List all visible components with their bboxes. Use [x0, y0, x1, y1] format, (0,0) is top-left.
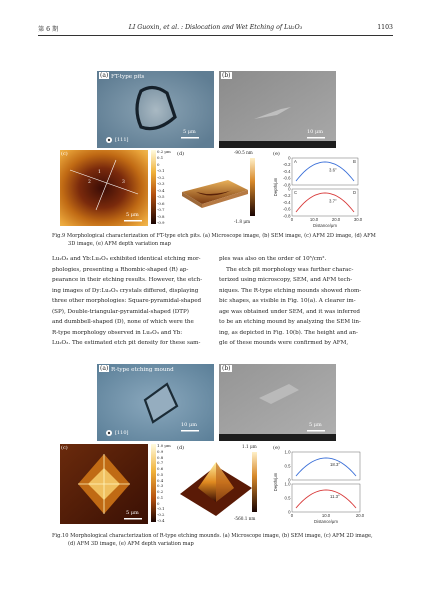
- fig10-caption-line-1: Fig.10 Morphological characterization of R-type etching mounds. (a) Microscope image, (b) SEM image, (c) AFM 2D image,: [52, 533, 373, 539]
- profile-line: [296, 162, 354, 181]
- fig10-a-title: R-type etching mound: [111, 367, 174, 373]
- y-tick-label: 0: [288, 186, 291, 192]
- colorbar-tick: -0.4: [157, 187, 165, 193]
- x-tick-label: 30.0: [353, 217, 362, 222]
- fig10-e-graphic: [272, 444, 364, 526]
- fig10-caption: [52, 533, 392, 548]
- fig9-c-mark-3: 3: [122, 180, 125, 185]
- body-left-line: Lu₂O₃ and Yb:Lu₂O₃ exhibited identical etching mor-: [52, 256, 201, 262]
- colorbar-tick: 0.1: [157, 155, 164, 161]
- body-left-line: (SP), Double-triangular-pyramidal-shaped (DTP): [52, 308, 189, 315]
- fig9-a-orientation: [111]: [115, 137, 129, 143]
- fig10-a-scale: 10 μm: [181, 422, 197, 428]
- y-tick-label: -0.6: [283, 175, 291, 181]
- body-right-line: age was obtained under SEM, and it was inferred: [219, 308, 361, 315]
- fig9-caption-line-1: Fig.9 Morphological characterization of FT-type etch pits. (a) Microscope image, (b) SEM image, (c) AFM 2D image, (d) AFM: [52, 233, 376, 239]
- fig9-b-label: (b): [222, 72, 231, 79]
- colorbar-tick: -0.3: [157, 181, 165, 187]
- fig10-c-scale: 5 μm: [126, 510, 139, 516]
- fig9-b-scale: 10 μm: [307, 129, 323, 135]
- fig9-c-mark-1: 1: [98, 170, 101, 175]
- colorbar-tick: -0.4: [157, 518, 165, 523]
- fig9-e-graphic: [272, 150, 362, 230]
- fig9-d-bottom: -1.8 μm: [234, 219, 251, 224]
- fig9-b-sem-graphic: [219, 71, 336, 148]
- fig9-e-depth-chart: [272, 150, 362, 230]
- fig10-b-label: (b): [222, 365, 231, 372]
- x-tick-label: 0: [290, 513, 294, 518]
- body-text-left: [52, 254, 212, 349]
- y-tick-label: 1.0: [284, 481, 291, 487]
- body-right-line: terized using microscopy, SEM, and AFM tech-: [219, 277, 353, 283]
- colorbar-tick: -0.9: [157, 220, 165, 225]
- body-right-line: to be an etching mound by analyzing the SEM lin-: [219, 319, 361, 325]
- point-label: B: [353, 159, 356, 164]
- fig10-d-label: (d): [177, 445, 185, 451]
- y-tick-label: -0.4: [283, 168, 291, 174]
- body-left-line: three other morphologies: Square-pyramidal-shaped: [52, 298, 202, 304]
- y-tick-label: 0: [288, 509, 291, 515]
- body-left-line: and dumbbell-shaped (D), none of which were the: [52, 319, 194, 325]
- fig9-c-afm-2d: [60, 150, 172, 226]
- fig10-c-graphic: [60, 444, 172, 524]
- x-axis-label: Distance/μm: [314, 519, 338, 524]
- fig10-a-orientation: [110]: [115, 430, 129, 436]
- y-tick-label: -0.2: [283, 162, 291, 168]
- colorbar-tick: 0.7: [157, 460, 164, 466]
- fig10-b-sem-image: [219, 364, 336, 441]
- fig10-e-depth-chart: [272, 444, 364, 526]
- header-rule: [38, 35, 393, 36]
- fig9-caption: [52, 233, 392, 248]
- fig9-a-title: FT-type pits: [111, 74, 145, 80]
- x-axis-label: Distance/μm: [313, 223, 337, 228]
- fig9-d-graphic: [176, 150, 268, 226]
- y-tick-label: -0.8: [283, 213, 291, 219]
- colorbar-tick: -0.8: [157, 213, 165, 219]
- colorbar-tick: 0.3: [157, 483, 164, 489]
- body-left-line: ing images of Dy:Lu₂O₃ crystals differed, displaying: [52, 287, 199, 294]
- body-right-line: ples was also on the order of 10⁵/cm².: [219, 256, 327, 262]
- colorbar-tick: 0.9: [157, 448, 164, 454]
- fig9-d-top: -90.5 nm: [234, 150, 253, 155]
- colorbar-tick: 0: [157, 500, 160, 506]
- fig9-e-label: (e): [273, 151, 280, 157]
- colorbar-tick: 0.5: [157, 471, 164, 477]
- fig10-c-afm-2d: [60, 444, 172, 524]
- fig9-c-colorbar-labels: [157, 150, 172, 226]
- fig9-c-graphic: [60, 150, 172, 226]
- colorbar-tick: 0.2: [157, 489, 164, 495]
- fig10-d-bottom: -560.1 nm: [234, 516, 256, 521]
- colorbar-tick: 0.1: [157, 494, 164, 500]
- fig10-b-graphic: [219, 364, 336, 441]
- colorbar-tick: 0.2 μm: [157, 150, 171, 154]
- body-left-line: Lu₂O₃. The estimated etch pit density for these sam-: [52, 340, 201, 346]
- profile-line: [296, 458, 356, 476]
- colorbar-tick: -0.1: [157, 506, 165, 512]
- body-left-line: phologies, presenting a Rhombic-shaped (R) ap-: [52, 266, 189, 273]
- y-tick-label: 0.5: [284, 463, 291, 469]
- body-left-line: R-type morphology observed in Lu₂O₃ and Yb:: [52, 329, 183, 336]
- fig10-e-label: (e): [273, 445, 280, 451]
- fig10-b-scale: 5 μm: [309, 422, 322, 428]
- page-number: 1103: [377, 24, 393, 31]
- point-label: A: [294, 159, 297, 164]
- y-tick-label: -0.8: [283, 182, 291, 188]
- angle-annotation: 18.3°: [330, 462, 341, 467]
- fig9-caption-line-2: 3D image, (e) AFM depth variation map: [68, 240, 171, 247]
- fig10-c-label: (c): [61, 445, 68, 451]
- fig10-d-graphic: [176, 444, 268, 524]
- x-tick-label: 20.0: [331, 217, 341, 222]
- y-tick-label: -0.6: [283, 206, 291, 212]
- fig10-d-afm-3d: [176, 444, 268, 524]
- x-tick-label: 20.0: [355, 513, 364, 518]
- fig9-a-label: (a): [100, 72, 109, 79]
- profile-line: [296, 193, 354, 212]
- profile-line: [296, 490, 356, 508]
- colorbar-tick: 1.0 μm: [157, 444, 171, 448]
- angle-annotation: 3.7°: [329, 198, 337, 204]
- issue-number: 第 6 期: [38, 26, 59, 33]
- body-right-line: bic shapes, as visible in Fig. 10(a). A clearer im-: [219, 298, 356, 304]
- y-tick-label: 0: [288, 477, 291, 483]
- point-label: D: [353, 190, 357, 195]
- body-right-line: niques. The R-type etching mounds showed rhom-: [219, 287, 362, 294]
- y-axis-label: Depth/μm: [273, 472, 278, 492]
- fig10-a-microscope-image: [97, 364, 214, 441]
- plot-frame: [292, 452, 360, 480]
- colorbar-tick: 0: [157, 161, 160, 167]
- body-right-line: gle of these mounds were confirmed by AFM,: [219, 340, 349, 346]
- x-tick-label: 10.0: [309, 217, 319, 222]
- body-text-right: [219, 254, 379, 349]
- body-right-line: ing, as depicted in Fig. 10(b). The height and an-: [219, 329, 358, 336]
- fig10-a-label: (a): [100, 365, 109, 372]
- fig10-caption-line-2: (d) AFM 3D image, (e) AFM depth variation map: [68, 540, 194, 547]
- colorbar-tick: 0.8: [157, 454, 164, 460]
- y-tick-label: -0.4: [283, 199, 291, 205]
- x-tick-label: 10.0: [321, 513, 331, 518]
- colorbar-tick: 0.4: [157, 477, 164, 483]
- colorbar-tick: -0.5: [157, 194, 165, 200]
- fig9-c-mark-2: 2: [88, 180, 91, 185]
- angle-annotation: 11.3°: [330, 494, 340, 499]
- colorbar-tick: -0.2: [157, 174, 165, 180]
- fig9-a-scale: 5 μm: [183, 129, 196, 135]
- plot-frame: [292, 484, 360, 512]
- y-tick-label: 0: [288, 155, 291, 161]
- colorbar-tick: -0.6: [157, 200, 165, 206]
- fig10-d-top: 1.1 μm: [242, 444, 257, 449]
- y-tick-label: -0.2: [283, 193, 291, 199]
- colorbar-tick: -0.2: [157, 512, 165, 518]
- running-title: LI Guoxin, et al. : Dislocation and Wet Etching of Lu₂O₃: [128, 24, 303, 31]
- y-tick-label: 0.5: [284, 495, 291, 501]
- fig9-d-label: (d): [177, 151, 185, 157]
- colorbar-tick: -0.7: [157, 207, 165, 213]
- fig9-c-scale: 5 μm: [126, 212, 139, 218]
- x-tick-label: 0: [290, 217, 294, 222]
- angle-annotation: 3.6°: [329, 167, 337, 173]
- y-tick-label: 1.0: [284, 449, 291, 455]
- fig9-a-microscope-image: [97, 71, 214, 148]
- body-right-line: The etch pit morphology was further charac-: [219, 266, 354, 273]
- colorbar-tick: -0.1: [157, 168, 165, 174]
- y-axis-label: Depth/μm: [273, 177, 278, 197]
- fig9-b-sem-image: [219, 71, 336, 148]
- colorbar-tick: 0.6: [157, 466, 164, 472]
- body-left-line: pearance in their etching results. However, the etch-: [52, 277, 203, 283]
- fig9-d-afm-3d: [176, 150, 268, 226]
- fig9-c-label: (c): [61, 151, 68, 157]
- point-label: C: [294, 190, 298, 195]
- fig10-c-colorbar-labels: [157, 444, 172, 524]
